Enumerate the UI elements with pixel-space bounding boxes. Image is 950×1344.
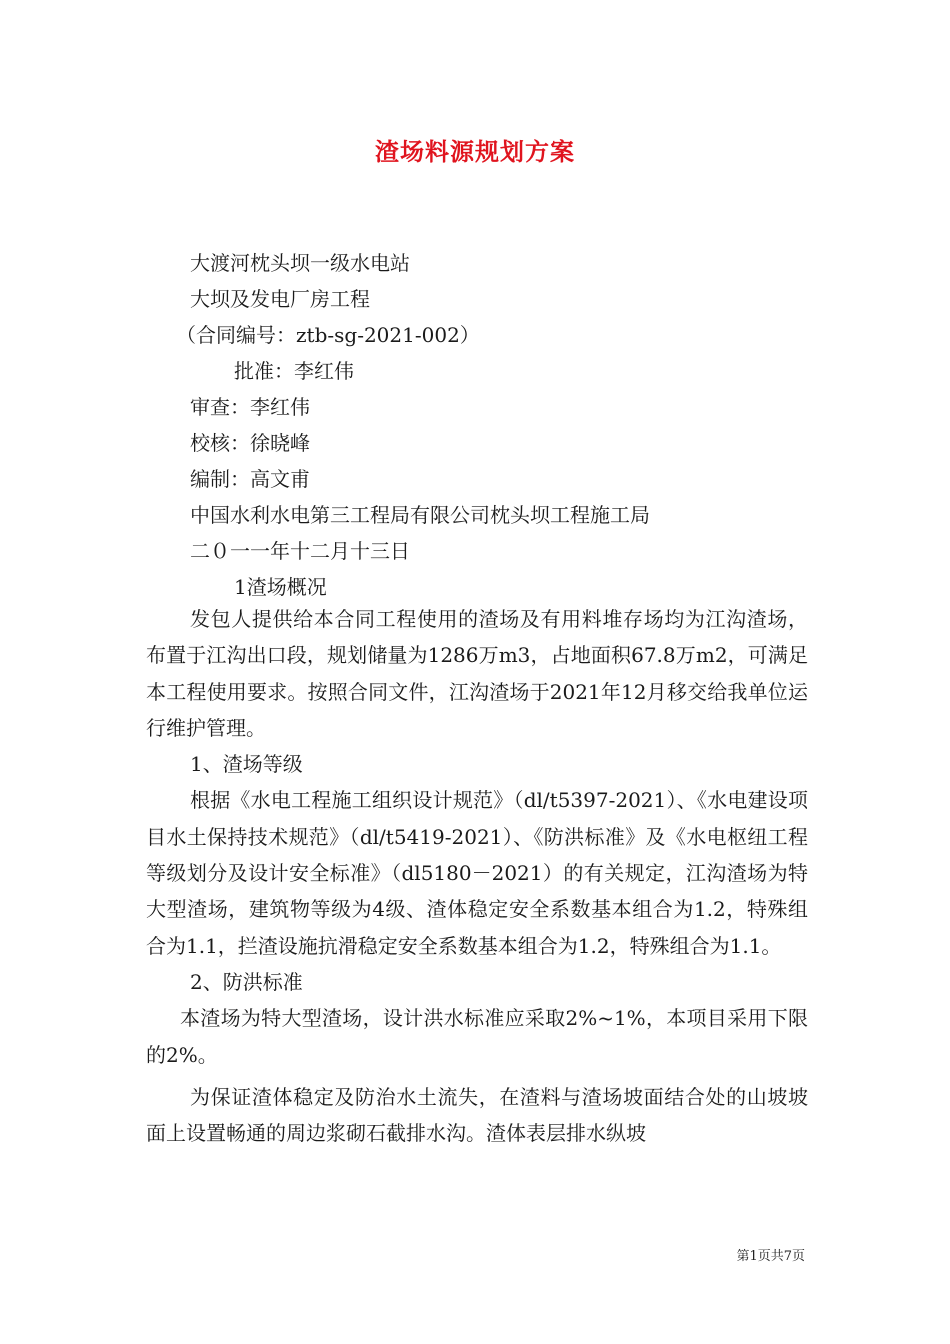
contract-number: （合同编号：ztb-sg-2021-002） bbox=[176, 323, 480, 347]
checker: 校核：徐晓峰 bbox=[190, 431, 310, 455]
approver: 批准：李红伟 bbox=[234, 359, 354, 383]
compiler: 编制：高文甫 bbox=[190, 467, 310, 491]
page-number: 第1页共7页 bbox=[736, 1249, 805, 1264]
project-scope: 大坝及发电厂房工程 bbox=[190, 287, 370, 311]
section-heading-flood: 2、防洪标准 bbox=[190, 969, 303, 994]
drainage-paragraph: 为保证渣体稳定及防治水土流失，在渣料与渣场坡面结合处的山坡坡面上设置畅通的周边浆砌石截排水沟。渣体表层排水纵坡 bbox=[146, 1084, 808, 1146]
reviewer: 审查：李红伟 bbox=[190, 395, 310, 419]
flood-paragraph: 本渣场为特大型渣场，设计洪水标准应采取2%~1%，本项目采用下限的2%。 bbox=[146, 1006, 808, 1067]
grade-paragraph: 根据《水电工程施工组织设计规范》（dl/t5397-2021）、《水电建设项目水土保持技术规范》（dl/t5419-2021）、《防洪标准》及《水电枢纽工程等级划分及设计安全标准》（dl5180－2021）的有关规定，江沟渣场为特大型渣场，建筑物等级为4级、渣体稳定安全系数基本组合为1.2，特殊组合为1.1，拦渣设施抗滑稳定安全系数基本组合为1.2，特殊组合为1.1。 bbox=[146, 788, 808, 958]
overview-paragraph: 发包人提供给本合同工程使用的渣场及有用料堆存场均为江沟渣场，布置于江沟出口段，规划储量为1286万m3，占地面积67.8万m2，可满足本工程使用要求。按照合同文件，江沟渣场于2021年12月移交给我单位运行维护管理。 bbox=[146, 607, 808, 740]
document-date: 二０一一年十二月十三日 bbox=[190, 539, 410, 563]
section-heading-overview: 1渣场概况 bbox=[234, 575, 327, 599]
project-name: 大渡河枕头坝一级水电站 bbox=[190, 251, 410, 275]
company-name: 中国水利水电第三工程局有限公司枕头坝工程施工局 bbox=[190, 503, 650, 527]
section-heading-grade: 1、渣场等级 bbox=[190, 752, 303, 777]
document-body bbox=[146, 601, 808, 1151]
document-title: 渣场料源规划方案 bbox=[375, 137, 575, 166]
